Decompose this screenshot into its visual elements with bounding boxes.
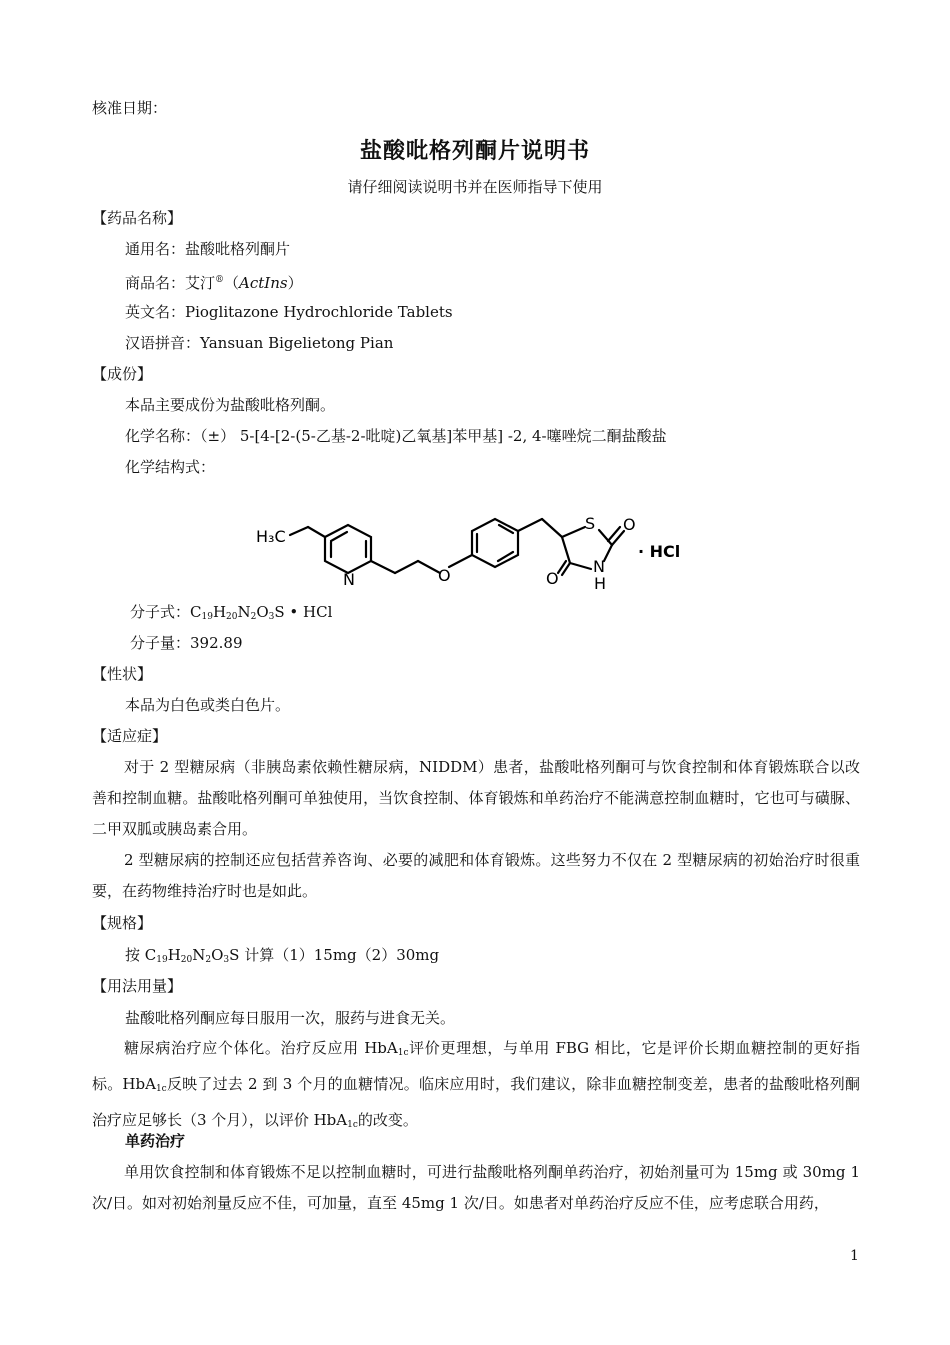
methyl-label: H₃C bbox=[256, 527, 286, 546]
formula-h: H bbox=[212, 603, 227, 621]
english-name: 英文名：Pioglitazone Hydrochloride Tablets bbox=[125, 303, 453, 321]
composition-heading: 【成份】 bbox=[92, 365, 153, 383]
registered-mark: ® bbox=[215, 275, 225, 285]
indications-paragraph-2: 2 型糖尿病的控制还应包括营养咨询、必要的减肥和体育锻炼。这些努力不仅在 2 型糖尿病的初始治疗时很重要，在药物维持治疗时也是如此。 bbox=[92, 851, 860, 900]
specs-suffix: S 计算（1）15mg（2）30mg bbox=[229, 946, 440, 964]
formula-sub-c: 19 bbox=[201, 612, 213, 622]
drug-name-heading: 【药品名称】 bbox=[92, 209, 183, 227]
specs-sub-h: 20 bbox=[180, 955, 193, 965]
dosage-p2-part-d: 的改变。 bbox=[357, 1111, 418, 1129]
specs-o: O bbox=[211, 946, 224, 964]
page-number: 1 bbox=[850, 1248, 859, 1264]
document-subtitle: 请仔细阅读说明书并在医师指导下使用 bbox=[347, 178, 603, 196]
indications-paragraph-1: 对于 2 型糖尿病（非胰岛素依赖性糖尿病，NIDDM）患者，盐酸吡格列酮可与饮食控制和体育锻炼联合以改善和控制血糖。盐酸吡格列酮可单独使用，当饮食控制、体育锻炼和单药治疗不能满意控制血糖时，它也可与磺脲、二甲双胍或胰岛素合用。 bbox=[92, 758, 860, 838]
chemical-structure-diagram bbox=[250, 505, 680, 600]
specs-text bbox=[125, 945, 439, 970]
formula-sub-o: 3 bbox=[268, 612, 275, 622]
carbonyl-o-bottom-label: O bbox=[546, 569, 559, 588]
trade-paren-open: （ bbox=[224, 274, 240, 292]
hcl-label: · HCl bbox=[638, 542, 680, 561]
hba1c-sub-3: 1c bbox=[347, 1120, 358, 1130]
dosage-paragraph-1: 盐酸吡格列酮应每日服用一次，服药与进食无关。 bbox=[125, 1009, 456, 1027]
trade-name bbox=[125, 270, 303, 293]
specs-n: N bbox=[192, 946, 206, 964]
specs-sub-n: 2 bbox=[205, 955, 212, 965]
dosage-p2-part-c: 反映了过去 2 到 3 个月的血糖情况。临床应用时，我们建议，除非血糖控制变差，患者的盐酸吡格列酮治疗应足够长（3 个月），以评价 HbA bbox=[92, 1075, 860, 1129]
appearance-text: 本品为白色或类白色片。 bbox=[125, 696, 291, 714]
chemical-name: 化学名称：（±） 5-[4-[2-(5-乙基-2-吡啶)乙氧基]苯甲基] -2, 4-噻唑烷二酮盐酸盐 bbox=[125, 427, 667, 445]
dosage-p2-part-a: 糖尿病治疗应个体化。治疗反应用 HbA bbox=[124, 1039, 398, 1057]
pyridine-n-label: N bbox=[343, 570, 355, 589]
dosage-paragraph-2 bbox=[92, 1033, 860, 1141]
formula-sub-h: 20 bbox=[226, 612, 238, 622]
formula-s-hcl: S • HCl bbox=[274, 603, 333, 621]
formula-sub-n: 2 bbox=[250, 612, 257, 622]
imide-n-label: N bbox=[593, 557, 605, 576]
sulfur-label: S bbox=[585, 514, 596, 533]
molecular-weight: 分子量：392.89 bbox=[130, 634, 243, 652]
indications-heading: 【适应症】 bbox=[92, 727, 168, 745]
specs-sub-o: 3 bbox=[223, 955, 230, 965]
dosage-paragraph-3: 单用饮食控制和体育锻炼不足以控制血糖时，可进行盐酸吡格列酮单药治疗，初始剂量可为 15mg 或 30mg 1 次/日。如对初始剂量反应不佳，可加量，直至 45mg 1 次/日。如患者对单药治疗反应不佳，应考虑联合用药， bbox=[92, 1163, 860, 1212]
formula-n: N bbox=[237, 603, 251, 621]
specs-h: H bbox=[167, 946, 181, 964]
specs-sub-c: 19 bbox=[156, 955, 168, 965]
formula-o: O bbox=[256, 603, 269, 621]
carbonyl-o-top-label: O bbox=[623, 515, 636, 534]
approval-date-label: 核准日期： bbox=[92, 99, 168, 117]
document-title: 盐酸吡格列酮片说明书 bbox=[359, 139, 590, 164]
trade-paren-close: ） bbox=[287, 274, 303, 292]
hba1c-sub-1: 1c bbox=[397, 1048, 409, 1058]
imide-h-label: H bbox=[594, 574, 607, 593]
pinyin-name: 汉语拼音：Yansuan Bigelietong Pian bbox=[125, 334, 394, 352]
structure-label: 化学结构式： bbox=[125, 458, 216, 476]
main-ingredient: 本品主要成份为盐酸吡格列酮。 bbox=[125, 396, 336, 414]
molecular-formula bbox=[130, 602, 332, 627]
monotherapy-heading: 单药治疗 bbox=[125, 1132, 186, 1150]
dosage-heading: 【用法用量】 bbox=[92, 977, 183, 995]
trade-name-prefix: 商品名：艾汀 bbox=[125, 274, 216, 292]
ether-o-label: O bbox=[438, 566, 451, 585]
specs-heading: 【规格】 bbox=[92, 914, 153, 932]
specs-prefix: 按 C bbox=[125, 946, 157, 964]
hba1c-sub-2: 1c bbox=[155, 1084, 167, 1094]
dosage-p2-part-b: 评价更理想，与单用 FBG 相比，它是评价长期血糖控制的更好指标。HbA bbox=[92, 1039, 860, 1093]
formula-prefix: 分子式：C bbox=[130, 603, 202, 621]
trade-name-english: ActIns bbox=[239, 274, 288, 292]
appearance-heading: 【性状】 bbox=[92, 665, 153, 683]
generic-name: 通用名：盐酸吡格列酮片 bbox=[125, 240, 291, 258]
